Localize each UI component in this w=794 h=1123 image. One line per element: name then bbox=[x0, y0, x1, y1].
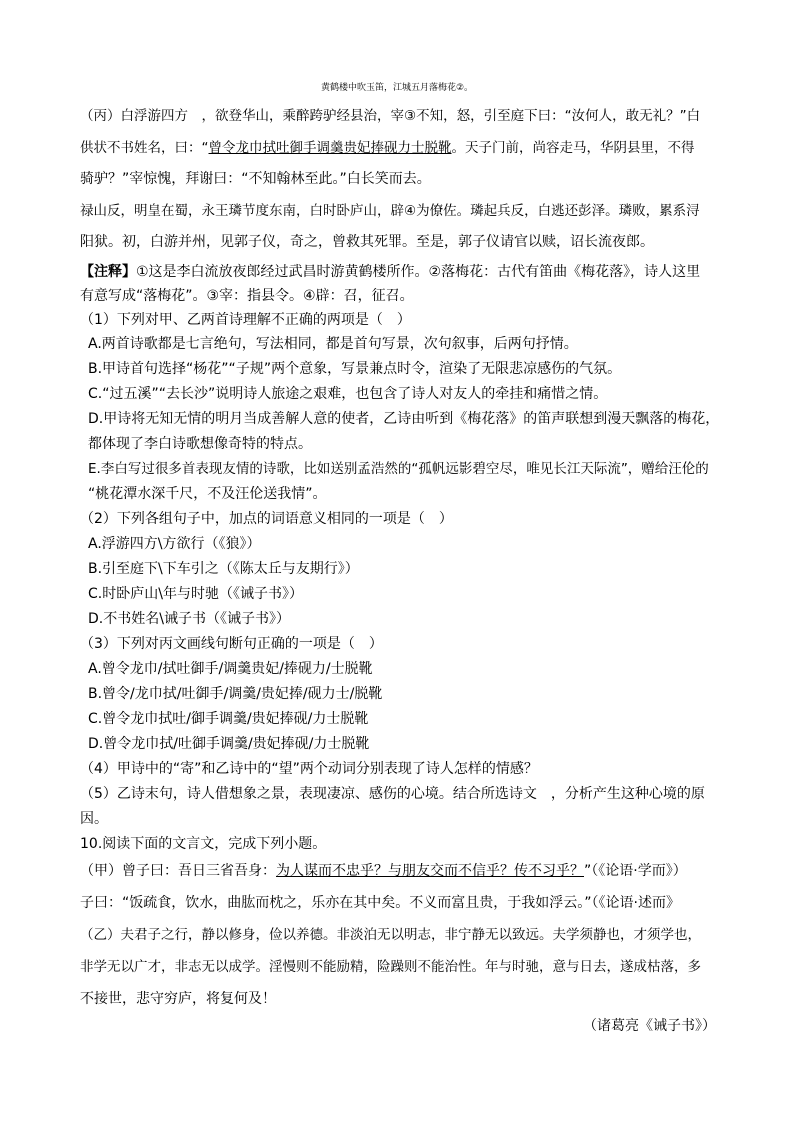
passage-zi-line: 子曰：“饭疏食，饮水，曲肱而枕之，乐亦在其中矣。不义而富且贵，于我如浮云。”（《论语·述而》 bbox=[80, 895, 680, 911]
question-5: 因。 bbox=[80, 811, 108, 827]
bing-para-line bbox=[80, 138, 695, 158]
question-3-option-c: C.曾令龙巾拭吐/御手调羹/贵妃捧砚/力士脱靴 bbox=[88, 711, 369, 727]
bing-para-line: （丙）白浮游四方 ，欲登华山，乘醉跨驴经县治，宰③不知，怒，引至庭下曰：“汝何人，敢无礼？”白 bbox=[80, 108, 701, 124]
question-5: （5）乙诗末句，诗人借想象之景，表现凄凉、感伤的心境。结合所选诗文 ，分析产生这种心境的原 bbox=[80, 786, 705, 802]
passage-jia-line bbox=[80, 861, 687, 881]
text-segment: ”（《论语·学而》） bbox=[584, 863, 687, 879]
notes-heading: 【注释】 bbox=[80, 264, 136, 280]
question-3-option-a: A.曾令龙巾/拭吐御手/调羹贵妃/捧砚力/士脱靴 bbox=[88, 661, 373, 677]
passage-yi-line: 非学无以广才，非志无以成学。淫慢则不能励精，险躁则不能治性。年与时驰，意与日去，遂成枯落，多 bbox=[80, 959, 701, 975]
question-1-option-e: E.李白写过很多首表现友情的诗歌，比如送别孟浩然的“孤帆远影碧空尽，唯见长江天际流”，赠给汪伦的 bbox=[88, 461, 709, 477]
question-1-option-e: “桃花潭水深千尺，不及汪伦送我情”。 bbox=[88, 486, 327, 502]
question-4: （4）甲诗中的“寄”和乙诗中的“望”两个动词分别表现了诗人怎样的情感？ bbox=[80, 761, 538, 777]
text-segment: （甲）曾子曰：吾日三省吾身： bbox=[80, 863, 276, 879]
question-3-option-b: B.曾令/龙巾拭/吐御手/调羹/贵妃捧/砚力士/脱靴 bbox=[88, 686, 383, 702]
notes-text: ①这是李白流放夜郎经过武昌时游黄鹤楼所作。②落梅花：古代有笛曲《梅花落》，诗人这里 bbox=[136, 264, 701, 280]
question-2-option-b: B.引至庭下\下车引之（《陈太丘与友期行》） bbox=[88, 561, 359, 577]
question-1-option-d: 都体现了李白诗歌想像奇特的特点。 bbox=[88, 436, 312, 452]
question-1-option-c: C.“过五溪”“去长沙”说明诗人旅途之艰难，也包含了诗人对友人的牵挂和痛惜之情。 bbox=[88, 386, 608, 402]
poem-line: 黄鹤楼中吹玉笛，江城五月落梅花②。 bbox=[320, 83, 474, 93]
question-1-option-d: D.甲诗将无知无情的明月当成善解人意的使者，乙诗由听到《梅花落》的笛声联想到漫天飘落的梅花， bbox=[88, 411, 720, 427]
underlined-sentence: 曾令龙巾拭吐御手调羹贵妃捧砚力士脱靴 bbox=[208, 140, 452, 156]
question-2-option-d: D.不书姓名\诫子书（《诫子书》） bbox=[88, 611, 290, 627]
passage-source: （诸葛亮《诫子书》） bbox=[583, 1018, 716, 1034]
question-2-option-c: C.时卧庐山\年与时驰（《诫子书》） bbox=[88, 586, 303, 602]
passage-yi-line: （乙）夫君子之行，静以修身，俭以养德。非淡泊无以明志，非宁静无以致远。夫学须静也，才须学也， bbox=[80, 927, 701, 943]
question-3-option-d: D.曾令龙巾拭/吐御手调羹/贵妃捧砚/力士脱靴 bbox=[88, 736, 370, 752]
underlined-sentence: 为人谋而不忠乎？与朋友交而不信乎？传不习乎？ bbox=[276, 863, 584, 879]
question-3-stem: （3）下列对丙文画线句断句正确的一项是（ ） bbox=[80, 636, 383, 652]
notes-line: 有意写成“落梅花”。③宰：指县令。④辟：召，征召。 bbox=[80, 288, 414, 304]
question-1-option-a: A.两首诗歌都是七言绝句，写法相同，都是首句写景，次句叙事，后两句抒情。 bbox=[88, 336, 578, 352]
question-10-intro: 10.阅读下面的文言文，完成下列小题。 bbox=[80, 836, 327, 852]
question-2-stem: （2）下列各组句子中，加点的词语意义相同的一项是（ ） bbox=[80, 511, 453, 527]
bing-para-line: 阳狱。初，白游并州，见郭子仪，奇之，曾救其死罪。至是，郭子仪请官以赎，诏长流夜郎。 bbox=[80, 234, 654, 250]
bing-para-line: 禄山反，明皇在蜀，永王璘节度东南，白时卧庐山，辟④为僚佐。璘起兵反，白逃还彭泽。璘败，累系浔 bbox=[80, 203, 700, 219]
text-segment: 。天子门前，尚容走马，华阴县里，不得 bbox=[451, 140, 695, 156]
question-1-option-b: B.甲诗首句选择“杨花”“子规”两个意象，写景兼点时令，渲染了无限悲凉感伤的气氛。 bbox=[88, 361, 622, 377]
question-2-option-a: A.浮游四方\方欲行（《狼》） bbox=[88, 536, 261, 552]
bing-para-line: 骑驴？”宰惊愧，拜谢曰：“不知翰林至此。”白长笑而去。 bbox=[80, 171, 431, 187]
passage-yi-line: 不接世，悲守穷庐，将复何及！ bbox=[80, 991, 276, 1007]
notes-line bbox=[80, 262, 700, 282]
question-1-stem: （1）下列对甲、乙两首诗理解不正确的两项是（ ） bbox=[80, 312, 411, 328]
text-segment: 供状不书姓名，曰：“ bbox=[80, 140, 209, 156]
